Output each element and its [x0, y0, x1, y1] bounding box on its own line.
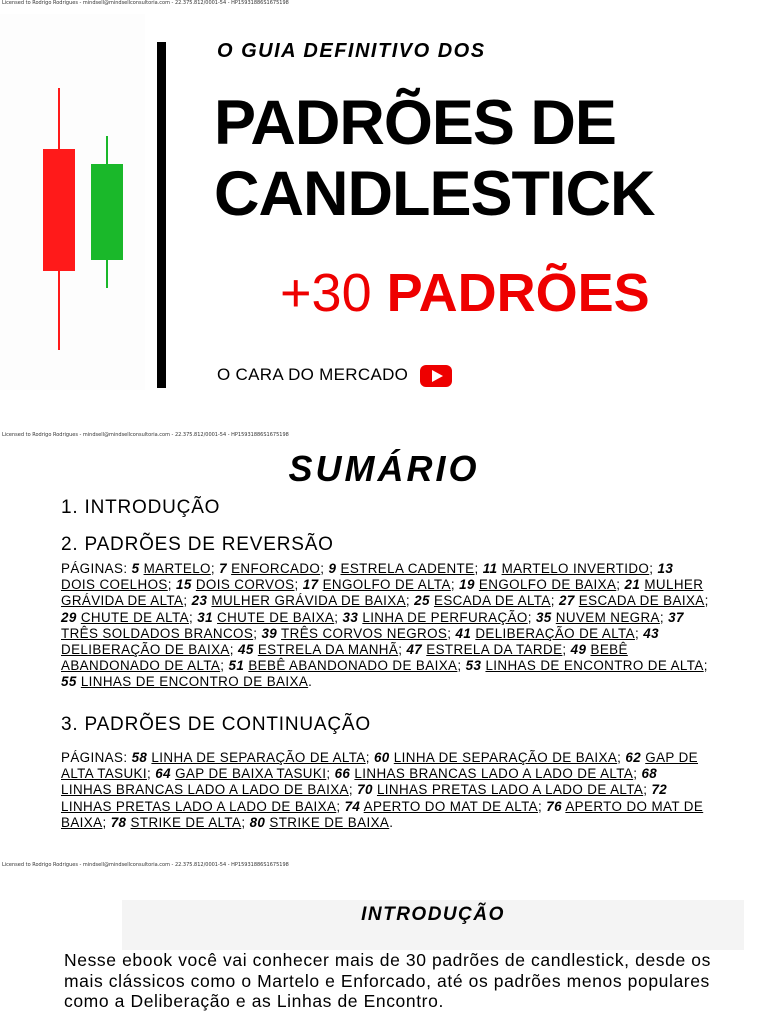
- pattern-link[interactable]: TRÊS SOLDADOS BRANCOS: [61, 625, 254, 641]
- page-number: 80: [249, 814, 266, 830]
- pattern-link[interactable]: LINHA DE SEPARAÇÃO DE ALTA: [151, 750, 366, 765]
- youtube-play-icon: [432, 370, 443, 382]
- pattern-link[interactable]: ESCADA DE ALTA: [433, 593, 551, 609]
- pattern-link[interactable]: ENFORCADO: [231, 561, 321, 576]
- page-number: 37: [668, 609, 684, 625]
- page-number: 5: [131, 561, 140, 576]
- pattern-link[interactable]: DELIBERAÇÃO DE ALTA: [475, 625, 635, 641]
- pattern-link[interactable]: NUVEM NEGRA: [555, 609, 660, 625]
- page-number: 70: [357, 782, 373, 798]
- pattern-link[interactable]: STRIKE DE ALTA: [130, 814, 242, 830]
- pattern-link[interactable]: LINHAS DE ENCONTRO DE ALTA: [485, 658, 704, 674]
- pattern-link[interactable]: LINHAS BRANCAS LADO A LADO DE ALTA: [354, 766, 634, 782]
- pattern-link[interactable]: LINHAS PRETAS LADO A LADO DE ALTA: [376, 782, 644, 798]
- pattern-link[interactable]: MARTELO INVERTIDO: [501, 561, 650, 576]
- pattern-link[interactable]: DELIBERAÇÃO DE BAIXA: [61, 642, 230, 658]
- pages-label: PÁGINAS:: [61, 750, 128, 765]
- page-number: 58: [131, 750, 148, 765]
- page-number: 64: [155, 766, 171, 782]
- page-number: 15: [176, 577, 192, 593]
- pattern-link[interactable]: CHUTE DE BAIXA: [217, 609, 335, 625]
- red-candle-body: [43, 149, 75, 271]
- page-number: 51: [228, 658, 245, 674]
- author-name: O CARA DO MERCADO: [217, 365, 409, 384]
- summary-heading: SUMÁRIO: [288, 448, 480, 489]
- pattern-link[interactable]: GAP DE BAIXA TASUKI: [175, 766, 327, 782]
- candlestick-icon: [0, 14, 145, 390]
- pattern-link[interactable]: ESTRELA DA TARDE: [426, 642, 563, 658]
- page-number: 43: [643, 625, 659, 641]
- pattern-link[interactable]: BEBÊ ABANDONADO DE BAIXA: [248, 658, 458, 674]
- page-number: 49: [570, 642, 587, 658]
- cover-title: [214, 88, 655, 230]
- pattern-link[interactable]: LINHAS PRETAS LADO A LADO DE BAIXA: [61, 798, 337, 814]
- page-number: 47: [406, 642, 423, 658]
- pattern-link[interactable]: MULHER GRÁVIDA DE BAIXA: [211, 593, 406, 609]
- license-line: Licensed to Rodrigo Rodrigues - mindsell@mindsellconsultoria.com - 22.375.812/0001-54 - HP15931886S1675198: [2, 862, 289, 868]
- page-number: 27: [558, 593, 575, 609]
- page-number: 23: [191, 593, 208, 609]
- pattern-link[interactable]: GAP DE ALTA TASUKI: [61, 750, 699, 782]
- license-line: Licensed to Rodrigo Rodrigues - mindsell@mindsellconsultoria.com - 22.375.812/0001-54 - HP15931886S1675198: [2, 0, 289, 6]
- pattern-link[interactable]: MULHER GRÁVIDA DE ALTA: [61, 577, 704, 609]
- page-number: 60: [373, 750, 390, 765]
- continuation-page-list: PÁGINAS: 58 LINHA DE SEPARAÇÃO DE ALTA; 60 LINHA DE SEPARAÇÃO DE BAIXA; 62 GAP DE ALTA TASUKI; 64 GAP DE BAIXA TASUKI; 66 LINHAS BRANCAS LADO A LADO DE ALTA; 68 LINHAS BRANCAS LADO A LADO DE BAIXA; 70 LINHAS PRETAS LADO A LADO DE ALTA; 72 LINHAS PRETAS LADO A LADO DE BAIXA; 74 APERTO DO MAT DE ALTA; 76 APERTO DO MAT DE BAIXA; 78 STRIKE DE ALTA; 80 STRIKE DE BAIXA.: [61, 750, 704, 830]
- section-reversal-title[interactable]: 2. PADRÕES DE REVERSÃO: [61, 534, 334, 555]
- pattern-link[interactable]: TRÊS CORVOS NEGROS: [281, 625, 448, 641]
- pattern-link[interactable]: ESTRELA CADENTE: [340, 561, 475, 576]
- page-number: 9: [328, 561, 337, 576]
- cover-title-line1: PADRÕES DE: [214, 88, 616, 158]
- page-number: 39: [261, 625, 278, 641]
- divider: [157, 42, 166, 388]
- intro-paragraph: Nesse ebook você vai conhecer mais de 30 padrões de candlestick, desde os mais clássicos como o Martelo e Enforcado, até os padrões menos populares como a Deliberação e as Linhas de Encontro.: [64, 950, 711, 1011]
- reversal-page-list: PÁGINAS: 5 MARTELO; 7 ENFORCADO; 9 ESTRELA CADENTE; 11 MARTELO INVERTIDO; 13 DOIS COELHOS; 15 DOIS CORVOS; 17 ENGOLFO DE ALTA; 19 ENGOLFO DE BAIXA; 21 MULHER GRÁVIDA DE ALTA; 23 MULHER GRÁVIDA DE BAIXA; 25 ESCADA DE ALTA; 27 ESCADA DE BAIXA; 29 CHUTE DE ALTA; 31 CHUTE DE BAIXA; 33 LINHA DE PERFURAÇÃO; 35 NUVEM NEGRA; 37 TRÊS SOLDADOS BRANCOS; 39 TRÊS CORVOS NEGROS; 41 DELIBERAÇÃO DE ALTA; 43 DELIBERAÇÃO DE BAIXA; 45 ESTRELA DA MANHÃ; 47 ESTRELA DA TARDE; 49 BEBÊ ABANDONADO DE ALTA; 51 BEBÊ ABANDONADO DE BAIXA; 53 LINHAS DE ENCONTRO DE ALTA; 55 LINHAS DE ENCONTRO DE BAIXA.: [61, 561, 709, 690]
- license-line: Licensed to Rodrigo Rodrigues - mindsell@mindsellconsultoria.com - 22.375.812/0001-54 - HP15931886S1675198: [2, 432, 289, 438]
- intro-heading: INTRODUÇÃO: [361, 904, 505, 925]
- cover-title-line2: CANDLESTICK: [214, 159, 655, 229]
- page-number: 29: [61, 609, 77, 625]
- page-number: 66: [334, 766, 351, 782]
- pattern-link[interactable]: DOIS CORVOS: [195, 577, 295, 593]
- page-number: 45: [238, 642, 254, 658]
- pattern-link[interactable]: ESCADA DE BAIXA: [578, 593, 705, 609]
- page-number: 72: [651, 782, 668, 798]
- page-number: 41: [455, 625, 472, 641]
- pattern-link[interactable]: LINHAS DE ENCONTRO DE BAIXA: [80, 674, 309, 690]
- pattern-link[interactable]: ENGOLFO DE ALTA: [322, 577, 451, 593]
- page-number: 13: [657, 561, 674, 576]
- patterns-count-word: PADRÕES: [386, 263, 650, 323]
- pages-label: PÁGINAS:: [61, 561, 128, 576]
- page-number: 19: [459, 577, 475, 593]
- patterns-count: [280, 262, 650, 324]
- page-number: 53: [465, 658, 482, 674]
- green-candle-body: [91, 164, 123, 260]
- pattern-link[interactable]: LINHA DE PERFURAÇÃO: [362, 609, 528, 625]
- page-number: 68: [641, 766, 658, 782]
- section-continuation-title[interactable]: 3. PADRÕES DE CONTINUAÇÃO: [61, 714, 371, 735]
- pattern-link[interactable]: STRIKE DE BAIXA: [269, 814, 390, 830]
- pattern-link[interactable]: DOIS COELHOS: [61, 577, 168, 593]
- pattern-link[interactable]: LINHA DE SEPARAÇÃO DE BAIXA: [393, 750, 618, 765]
- page-number: 31: [197, 609, 213, 625]
- page-number: 17: [302, 577, 319, 593]
- pattern-link[interactable]: APERTO DO MAT DE BAIXA: [61, 798, 704, 830]
- pattern-link[interactable]: ESTRELA DA MANHÃ: [257, 642, 399, 658]
- cover-subtitle: O GUIA DEFINITIVO DOS: [217, 40, 486, 62]
- pattern-link[interactable]: APERTO DO MAT DE ALTA: [363, 798, 538, 814]
- page-number: 25: [414, 593, 430, 609]
- page-number: 11: [482, 561, 498, 576]
- page-number: 76: [546, 798, 562, 814]
- page-number: 74: [344, 798, 361, 814]
- pattern-link[interactable]: LINHAS BRANCAS LADO A LADO DE BAIXA: [61, 782, 349, 798]
- page-number: 55: [61, 674, 77, 690]
- page-number: 78: [110, 814, 127, 830]
- patterns-count-number: +30: [280, 263, 372, 323]
- pattern-link[interactable]: CHUTE DE ALTA: [80, 609, 189, 625]
- page-number: 62: [625, 750, 642, 765]
- section-intro-title[interactable]: 1. INTRODUÇÃO: [61, 497, 221, 518]
- page-number: 21: [624, 577, 641, 593]
- page-number: 7: [219, 561, 227, 576]
- page-number: 33: [342, 609, 359, 625]
- pattern-link[interactable]: MARTELO: [143, 561, 211, 576]
- pattern-link[interactable]: BEBÊ ABANDONADO DE ALTA: [61, 642, 628, 674]
- pattern-link[interactable]: ENGOLFO DE BAIXA: [478, 577, 617, 593]
- page-number: 35: [535, 609, 552, 625]
